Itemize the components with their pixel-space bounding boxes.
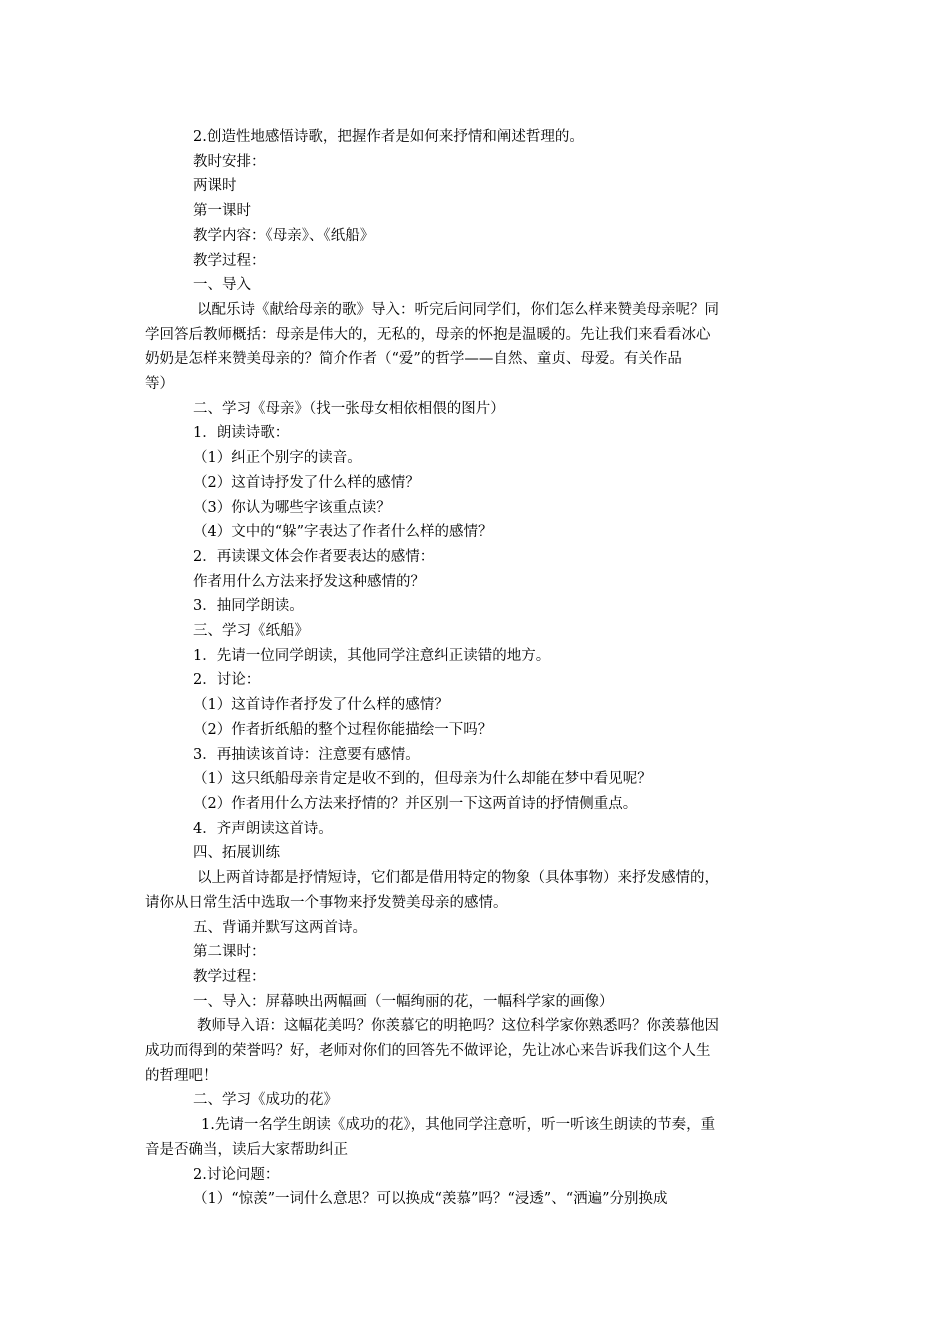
text-line: （1）纠正个别字的读音。	[193, 450, 362, 467]
text-line: （2）作者折纸船的整个过程你能描绘一下吗？	[193, 721, 493, 738]
text-line: （2）作者用什么方法来抒情的？并区别一下这两首诗的抒情侧重点。	[193, 795, 638, 812]
text-line: 二、学习《成功的花》	[193, 1092, 338, 1109]
text-line: 教时安排：	[193, 153, 266, 170]
text-line: （1）这首诗作者抒发了什么样的感情？	[193, 697, 449, 714]
text-line: 3．抽同学朗读。	[193, 598, 304, 615]
text-line: 的哲理吧！	[145, 1067, 218, 1084]
text-line: 二、学习《母亲》（找一张母女相依相偎的图片）	[193, 400, 505, 417]
text-line: 2．讨论：	[193, 672, 261, 689]
document-body	[145, 125, 805, 1212]
text-line: 一、导入：屏幕映出两幅画（一幅绚丽的花，一幅科学家的画像）	[193, 993, 614, 1010]
text-line: （1）“惊羡”一词什么意思？可以换成“羡慕”吗？“浸透”、“洒遍”分别换成	[193, 1191, 668, 1208]
text-line: 等）	[145, 376, 174, 393]
text-line: （4）文中的“躲”字表达了作者什么样的感情？	[193, 524, 493, 541]
text-line: 两课时	[193, 178, 237, 195]
text-line: 2.创造性地感悟诗歌，把握作者是如何来抒情和阐述哲理的。	[193, 129, 584, 145]
text-line: 三、学习《纸船》	[193, 623, 309, 640]
text-line: 教学过程：	[193, 968, 266, 985]
text-line: 音是否确当，读后大家帮助纠正	[145, 1141, 348, 1158]
text-line: 学回答后教师概括：母亲是伟大的，无私的，母亲的怀抱是温暖的。先让我们来看看冰心	[145, 326, 711, 343]
text-line: 1．先请一位同学朗读，其他同学注意纠正读错的地方。	[193, 647, 551, 664]
text-line: 请你从日常生活中选取一个事物来抒发赞美母亲的感情。	[145, 894, 508, 911]
text-line: 作者用什么方法来抒发这种感情的？	[193, 573, 425, 590]
text-line: 1．朗读诗歌：	[193, 425, 290, 442]
text-line: 教学内容：《母亲》、《纸船》	[193, 227, 375, 244]
text-line: 五、背诵并默写这两首诗。	[193, 919, 367, 936]
text-line: 奶奶是怎样来赞美母亲的？简介作者（“爱”的哲学——自然、童贞、母爱。有关作品	[145, 351, 682, 368]
text-line: 第二课时：	[193, 944, 266, 961]
text-line: 1.先请一名学生朗读《成功的花》，其他同学注意听，听一听该生朗读的节奏，重	[201, 1117, 716, 1134]
text-line: 第一课时	[193, 203, 251, 220]
text-line: 成功而得到的荣誉吗？好，老师对你们的回答先不做评论，先让冰心来告诉我们这个人生	[145, 1043, 711, 1060]
text-line: 四、拓展训练	[193, 845, 280, 862]
text-line: 以上两首诗都是抒情短诗，它们都是借用特定的物象（具体事物）来抒发感情的，	[197, 870, 719, 887]
text-line: （1）这只纸船母亲肯定是收不到的，但母亲为什么却能在梦中看见呢？	[193, 771, 652, 788]
text-line: 教师导入语：这幅花美吗？你羡慕它的明艳吗？这位科学家你熟悉吗？你羡慕他因	[197, 1018, 719, 1035]
text-line: 4．齐声朗读这首诗。	[193, 820, 333, 837]
text-line: 教学过程：	[193, 252, 266, 269]
text-line: （3）你认为哪些字该重点读？	[193, 499, 391, 516]
text-line: 2．再读课文体会作者要表达的感情：	[193, 548, 435, 565]
text-line: （2）这首诗抒发了什么样的感情？	[193, 474, 420, 491]
text-line: 以配乐诗《献给母亲的歌》导入：听完后问同学们，你们怎么样来赞美母亲呢？同	[197, 301, 719, 318]
text-line: 2.讨论问题：	[193, 1166, 280, 1183]
text-line: 3．再抽读该首诗：注意要有感情。	[193, 746, 420, 763]
text-line: 一、导入	[193, 277, 251, 294]
